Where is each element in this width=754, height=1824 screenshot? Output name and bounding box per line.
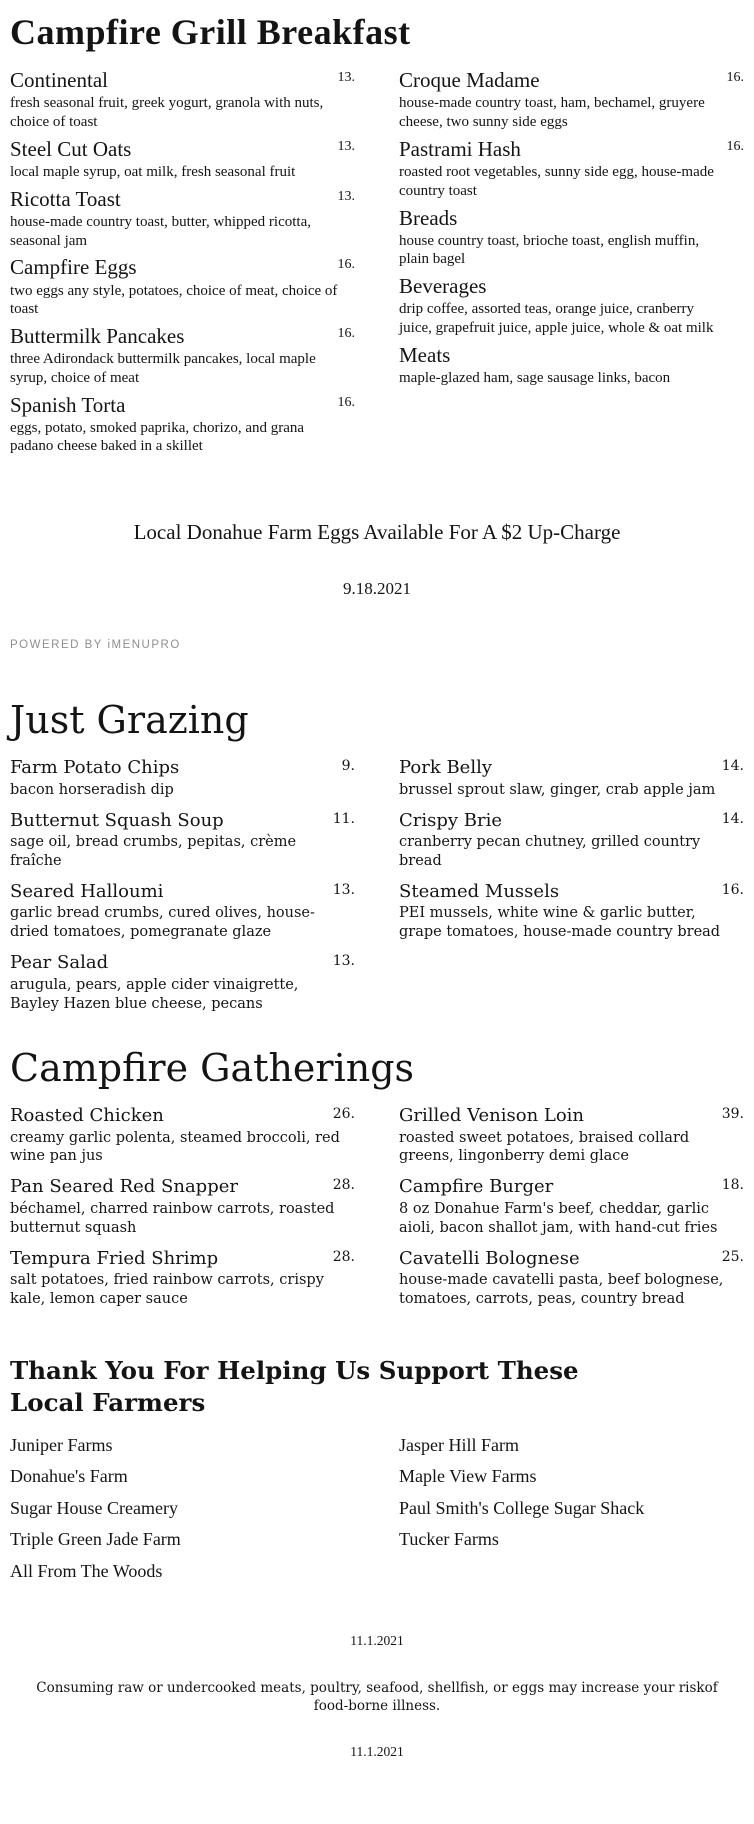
farmers-left-column [10,1435,355,1593]
item-description: drip coffee, assorted teas, orange juice, cranberry juice, grapefruit juice, apple juice, whole & oat milk [399,301,714,337]
item-name: Seared Halloumi [10,880,164,902]
item-price: 16. [337,257,355,273]
item-description: roasted sweet potatoes, braised collard greens, lingonberry demi glace [399,1129,690,1165]
item-name: Cavatelli Bolognese [399,1247,580,1269]
item-price: 18. [721,1177,744,1194]
item-price: 16. [337,326,355,342]
powered-by-label: POWERED BY iMENUPRO [10,639,181,652]
item-header [10,1105,355,1127]
menu-item [10,69,355,132]
item-description: maple-glazed ham, sage sausage links, bacon [399,369,671,386]
item-name: Pear Salad [10,952,109,974]
farmer-name: All From The Woods [10,1560,163,1581]
breakfast-date: 9.18.2021 [343,579,411,599]
item-name: Roasted Chicken [10,1105,164,1127]
item-description: two eggs any style, potatoes, choice of meat, choice of toast [10,282,338,318]
grazing-title: Just Grazing [10,698,249,743]
farmer-name: Donahue's Farm [10,1466,128,1487]
menu-item [399,69,744,132]
item-description: house country toast, brioche toast, english muffin, plain bagel [399,232,700,268]
section-farmers [10,1355,744,1593]
item-header [10,256,355,279]
breakfast-title: Campfire Grill Breakfast [10,12,411,52]
item-name: Continental [10,68,108,93]
item-description: roasted root vegetables, sunny side egg, house-made country toast [399,164,714,199]
menu-item [10,881,355,942]
menu-item [399,810,744,871]
grazing-columns [10,757,744,1023]
item-header [399,1105,744,1127]
item-header [10,757,355,779]
item-header [10,952,355,974]
item-price: 16. [726,138,744,154]
farmers-columns [10,1435,744,1593]
item-description: eggs, potato, smoked paprika, chorizo, and grana padano cheese baked in a skillet [10,419,305,455]
item-header [399,1176,744,1198]
item-header [399,344,744,367]
item-header [10,881,355,903]
item-name: Steel Cut Oats [10,136,132,161]
item-description: arugula, pears, apple cider vinaigrette, Bayley Hazen blue cheese, pecans [10,976,299,1012]
menu-item [10,188,355,251]
item-header [10,394,355,417]
item-description: brussel sprout slaw, ginger, crab apple jam [399,781,716,798]
item-name: Meats [399,342,451,367]
gatherings-left-column [10,1105,355,1319]
item-header [399,69,744,92]
item-name: Beverages [399,274,487,299]
menu-item [399,1105,744,1166]
menu-item [10,1176,355,1237]
item-name: Butternut Squash Soup [10,809,224,831]
item-header [399,757,744,779]
menu-item [10,256,355,319]
item-name: Grilled Venison Loin [399,1105,585,1127]
footer-date-top: 11.1.2021 [350,1632,404,1648]
menu-item [399,1176,744,1237]
section-just-grazing [10,699,744,1023]
item-description: creamy garlic polenta, steamed broccoli, red wine pan jus [10,1129,340,1165]
item-name: Campfire Burger [399,1176,554,1198]
farmer-name: Triple Green Jade Farm [10,1529,181,1550]
menu-item [399,344,744,388]
section-campfire-gatherings [10,1047,744,1319]
gatherings-title: Campfire Gatherings [10,1046,415,1091]
item-description: house-made country toast, butter, whipped ricotta, seasonal jam [10,213,311,249]
menu-item [10,1105,355,1166]
menu-item [399,881,744,942]
section-breakfast [10,12,744,651]
farmer-name: Jasper Hill Farm [399,1434,519,1455]
grazing-left-column [10,757,355,1023]
item-description: cranberry pecan chutney, grilled country bread [399,834,701,869]
item-header [10,1176,355,1198]
item-price: 28. [332,1177,355,1194]
item-price: 13. [337,188,355,204]
item-name: Steamed Mussels [399,880,560,902]
breakfast-right-column [399,69,744,393]
item-description: sage oil, bread crumbs, pepitas, crème fraîche [10,834,297,869]
item-header [10,810,355,832]
item-header [399,810,744,832]
menu-item [10,1248,355,1309]
eggs-upcharge-note: Local Donahue Farm Eggs Available For A $2 Up-Charge [133,520,621,545]
item-description: PEI mussels, white wine & garlic butter, grape tomatoes, house-made country bread [399,905,721,941]
farmer-name: Tucker Farms [399,1529,499,1550]
menu-footer [10,1633,744,1761]
item-description: local maple syrup, oat milk, fresh seasonal fruit [10,164,296,181]
item-name: Croque Madame [399,68,540,93]
menu-item [399,138,744,201]
gatherings-columns [10,1105,744,1319]
footer-date-bottom: 11.1.2021 [350,1744,404,1760]
item-price: 13. [337,138,355,154]
item-name: Buttermilk Pancakes [10,324,185,349]
item-header [399,1248,744,1270]
item-name: Pastrami Hash [399,136,521,161]
menu-item [399,207,744,270]
menu-item [399,1248,744,1309]
item-header [399,275,744,298]
farmers-right-column [399,1435,744,1593]
menu-item [10,325,355,388]
menu-item [10,810,355,871]
item-description: salt potatoes, fried rainbow carrots, crispy kale, lemon caper sauce [10,1272,324,1308]
item-price: 9. [341,758,355,775]
item-name: Pork Belly [399,757,493,779]
item-description: garlic bread crumbs, cured olives, house-dried tomatoes, pomegranate glaze [10,905,315,941]
item-price: 11. [332,810,355,827]
item-price: 16. [726,70,744,86]
menu-item [10,952,355,1013]
item-header [10,138,355,161]
gatherings-right-column [399,1105,744,1319]
menu-item [10,138,355,182]
item-name: Crispy Brie [399,809,503,831]
item-header [10,188,355,211]
item-name: Farm Potato Chips [10,757,180,779]
menu-item [10,394,355,457]
item-price: 16. [337,394,355,410]
item-price: 16. [721,881,744,898]
item-name: Pan Seared Red Snapper [10,1176,238,1198]
farmer-name: Maple View Farms [399,1466,537,1487]
item-header [10,69,355,92]
item-price: 14. [721,810,744,827]
menu-item [399,275,744,338]
item-name: Ricotta Toast [10,186,121,211]
menu-item [399,757,744,799]
item-header [399,138,744,161]
item-description: three Adirondack buttermilk pancakes, local maple syrup, choice of meat [10,351,316,386]
item-description: béchamel, charred rainbow carrots, roasted butternut squash [10,1200,335,1236]
item-price: 13. [332,953,355,970]
item-price: 39. [721,1106,744,1123]
farmer-name: Sugar House Creamery [10,1497,178,1518]
item-header [10,1248,355,1270]
farmer-name: Paul Smith's College Sugar Shack [399,1497,645,1518]
item-name: Campfire Eggs [10,255,137,280]
item-name: Breads [399,205,458,230]
item-description: house-made country toast, ham, bechamel, gruyere cheese, two sunny side eggs [399,95,705,131]
item-header [399,207,744,230]
menu-item [10,757,355,799]
item-price: 14. [721,758,744,775]
item-name: Spanish Torta [10,392,126,417]
item-price: 13. [337,70,355,86]
item-description: bacon horseradish dip [10,781,174,798]
farmers-title: Thank You For Helping Us Support These Local Farmers [10,1355,579,1417]
item-price: 26. [332,1106,355,1123]
item-description: 8 oz Donahue Farm's beef, cheddar, garlic aioli, bacon shallot jam, with hand-cut fries [399,1200,718,1236]
item-header [10,325,355,348]
item-price: 25. [721,1248,744,1265]
food-safety-disclaimer: Consuming raw or undercooked meats, poultry, seafood, shellfish, or eggs may increase your riskof food-borne illness. [36,1679,718,1715]
item-description: house-made cavatelli pasta, beef bolognese, tomatoes, carrots, peas, country bread [399,1272,724,1308]
grazing-right-column [399,757,744,952]
item-price: 28. [332,1248,355,1265]
breakfast-columns [10,69,744,462]
farmer-name: Juniper Farms [10,1434,113,1455]
breakfast-left-column [10,69,355,462]
item-name: Tempura Fried Shrimp [10,1247,219,1269]
item-description: fresh seasonal fruit, greek yogurt, granola with nuts, choice of toast [10,95,324,131]
item-price: 13. [332,881,355,898]
item-header [399,881,744,903]
